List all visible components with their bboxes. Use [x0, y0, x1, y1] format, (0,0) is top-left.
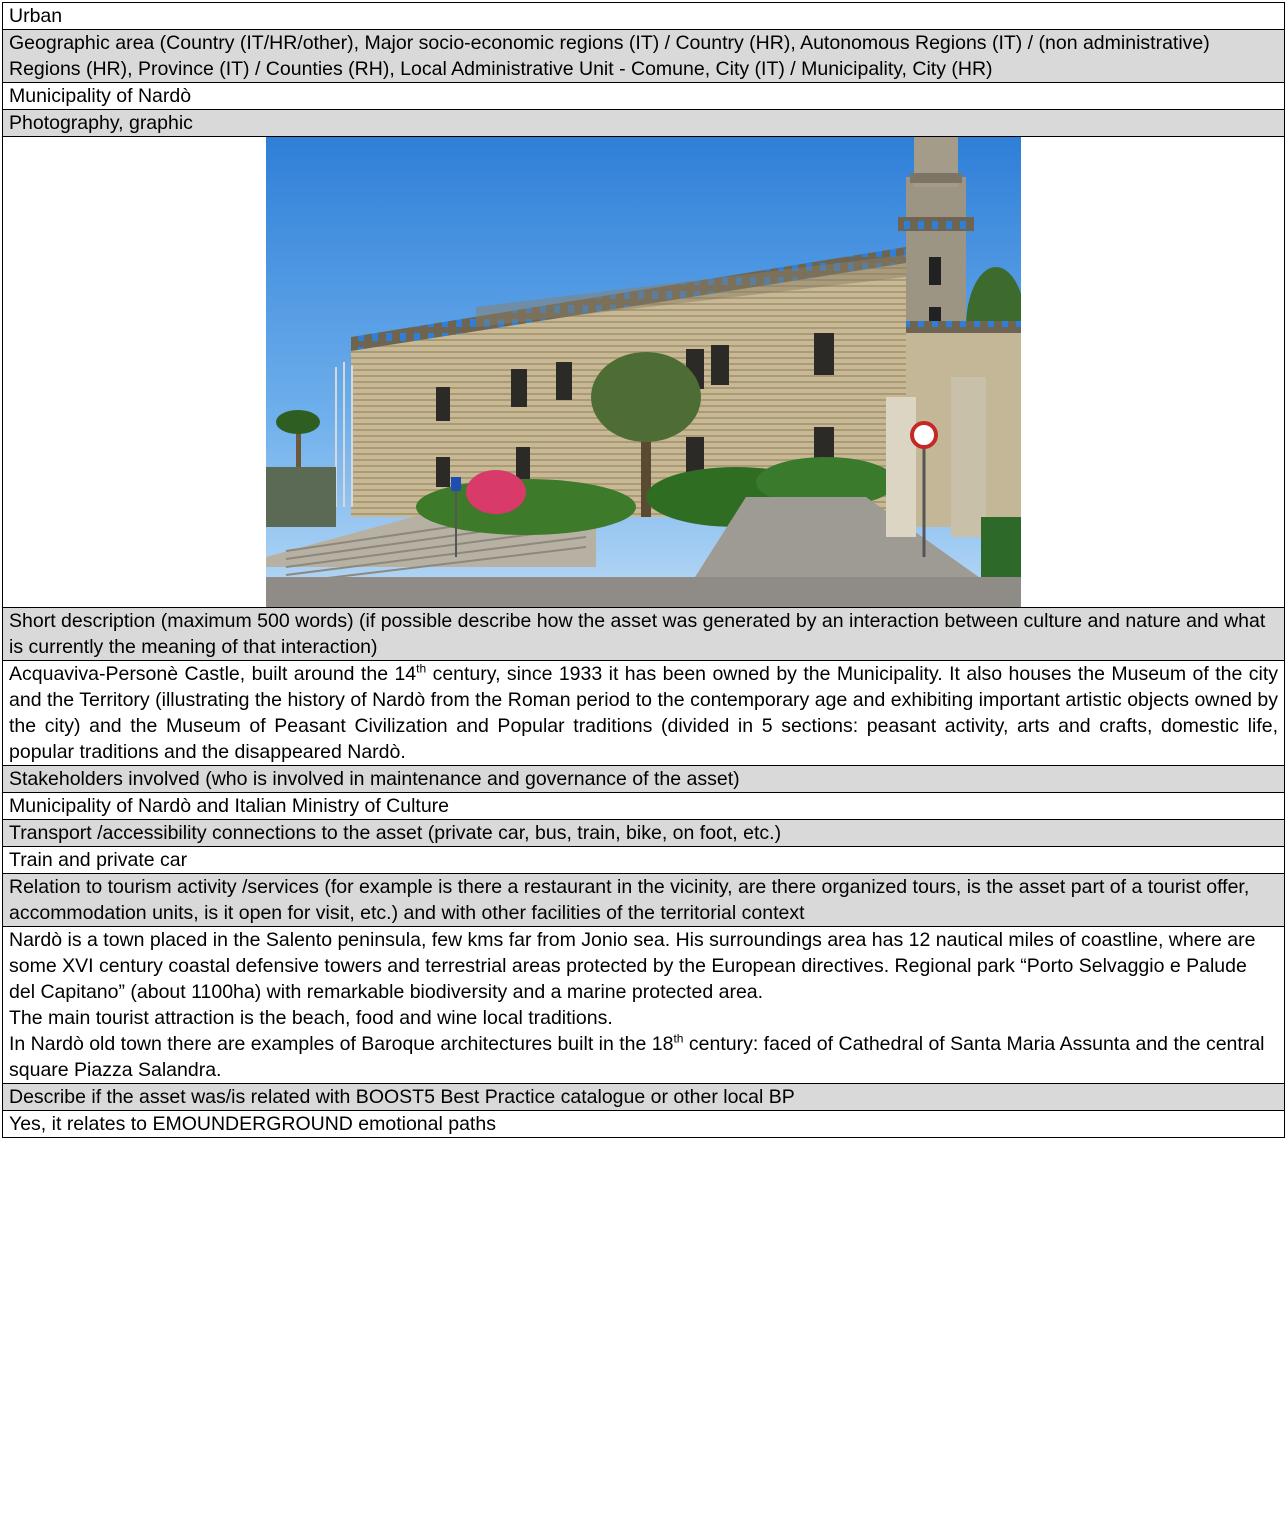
tourism-paragraph-3-part-2: century: faced of Cathedral of Santa Maria Assunta and the central square Piazza Salandra. [9, 1033, 1265, 1081]
geo-label: Geographic area (Country (IT/HR/other), Major socio-economic regions (IT) / Country (HR), Autonomous Regions (IT) / (non administrative) Regions (HR), Province (IT) / Counties (RH), Local Administrative Unit - Comune, City (IT) / Municipality, City (HR) [3, 30, 1285, 83]
category-value: Urban [3, 3, 1285, 30]
tourism-paragraph-3 [9, 1031, 1278, 1083]
media-label: Photography, graphic [3, 110, 1285, 137]
photo-row [3, 137, 1285, 608]
stake-value-row [3, 793, 1285, 820]
bp-value-row [3, 1111, 1285, 1138]
geo-value-row [3, 83, 1285, 110]
stakeholders-value: Municipality of Nardò and Italian Ministry of Culture [3, 793, 1285, 820]
transport-value-row [3, 847, 1285, 874]
tourism-text [3, 927, 1285, 1084]
description-superscript: th [416, 661, 427, 676]
tourism-paragraph-3-part-1: In Nardò old town there are examples of Baroque architectures built in the 18 [9, 1033, 674, 1055]
category-row [3, 3, 1285, 30]
desc-value-row [3, 661, 1285, 766]
tourism-label: Relation to tourism activity /services (for example is there a restaurant in the vicinity, are there organized tours, is the asset part of a tourist offer, accommodation units, is it open for visit, etc.) and with other facilities of the territorial context [3, 874, 1285, 927]
stake-label-row [3, 766, 1285, 793]
transport-value: Train and private car [3, 847, 1285, 874]
transport-label: Transport /accessibility connections to the asset (private car, bus, train, bike, on foot, etc.) [3, 820, 1285, 847]
castle-photo [266, 137, 1021, 607]
tourism-paragraph-1: Nardò is a town placed in the Salento peninsula, few kms far from Jonio sea. His surroundings area has 12 nautical miles of coastline, where are some XVI century coastal defensive towers and terrestrial areas protected by the European directives. Regional park “Porto Selvaggio e Palude del Capitano” (about 1100ha) with remarkable biodiversity and a marine protected area. [9, 929, 1256, 1003]
description-part-2: century, since 1933 it has been owned by the Municipality. It also houses the Museum of the city and the Territory (illustrating the history of Nardò from the Roman period to the contemporary age and exhibiting important artistic objects owned by the city) and the Museum of Peasant Civilization and Popular traditions (divided in 5 sections: peasant activity, arts and crafts, domestic life, popular traditions and the disappeared Nardò. [9, 663, 1278, 763]
best-practice-label: Describe if the asset was/is related with BOOST5 Best Practice catalogue or other local BP [3, 1084, 1285, 1111]
geo-value: Municipality of Nardò [3, 83, 1285, 110]
tourism-label-row [3, 874, 1285, 927]
tourism-value-row [3, 927, 1285, 1084]
description-label: Short description (maximum 500 words) (if possible describe how the asset was generated by an interaction between culture and nature and what is currently the meaning of that interaction) [3, 608, 1285, 661]
geo-label-row [3, 30, 1285, 83]
tourism-paragraph-2: The main tourist attraction is the beach, food and wine local traditions. [9, 1007, 613, 1029]
stakeholders-label: Stakeholders involved (who is involved in maintenance and governance of the asset) [3, 766, 1285, 793]
asset-form-table [2, 2, 1285, 1138]
description-part-1: Acquaviva-Personè Castle, built around the 14 [9, 663, 417, 685]
bp-label-row [3, 1084, 1285, 1111]
desc-label-row [3, 608, 1285, 661]
photo-cell [3, 137, 1285, 608]
best-practice-value: Yes, it relates to EMOUNDERGROUND emotional paths [3, 1111, 1285, 1138]
media-label-row [3, 110, 1285, 137]
tourism-superscript: th [673, 1031, 684, 1046]
description-text [3, 661, 1285, 766]
transport-label-row [3, 820, 1285, 847]
